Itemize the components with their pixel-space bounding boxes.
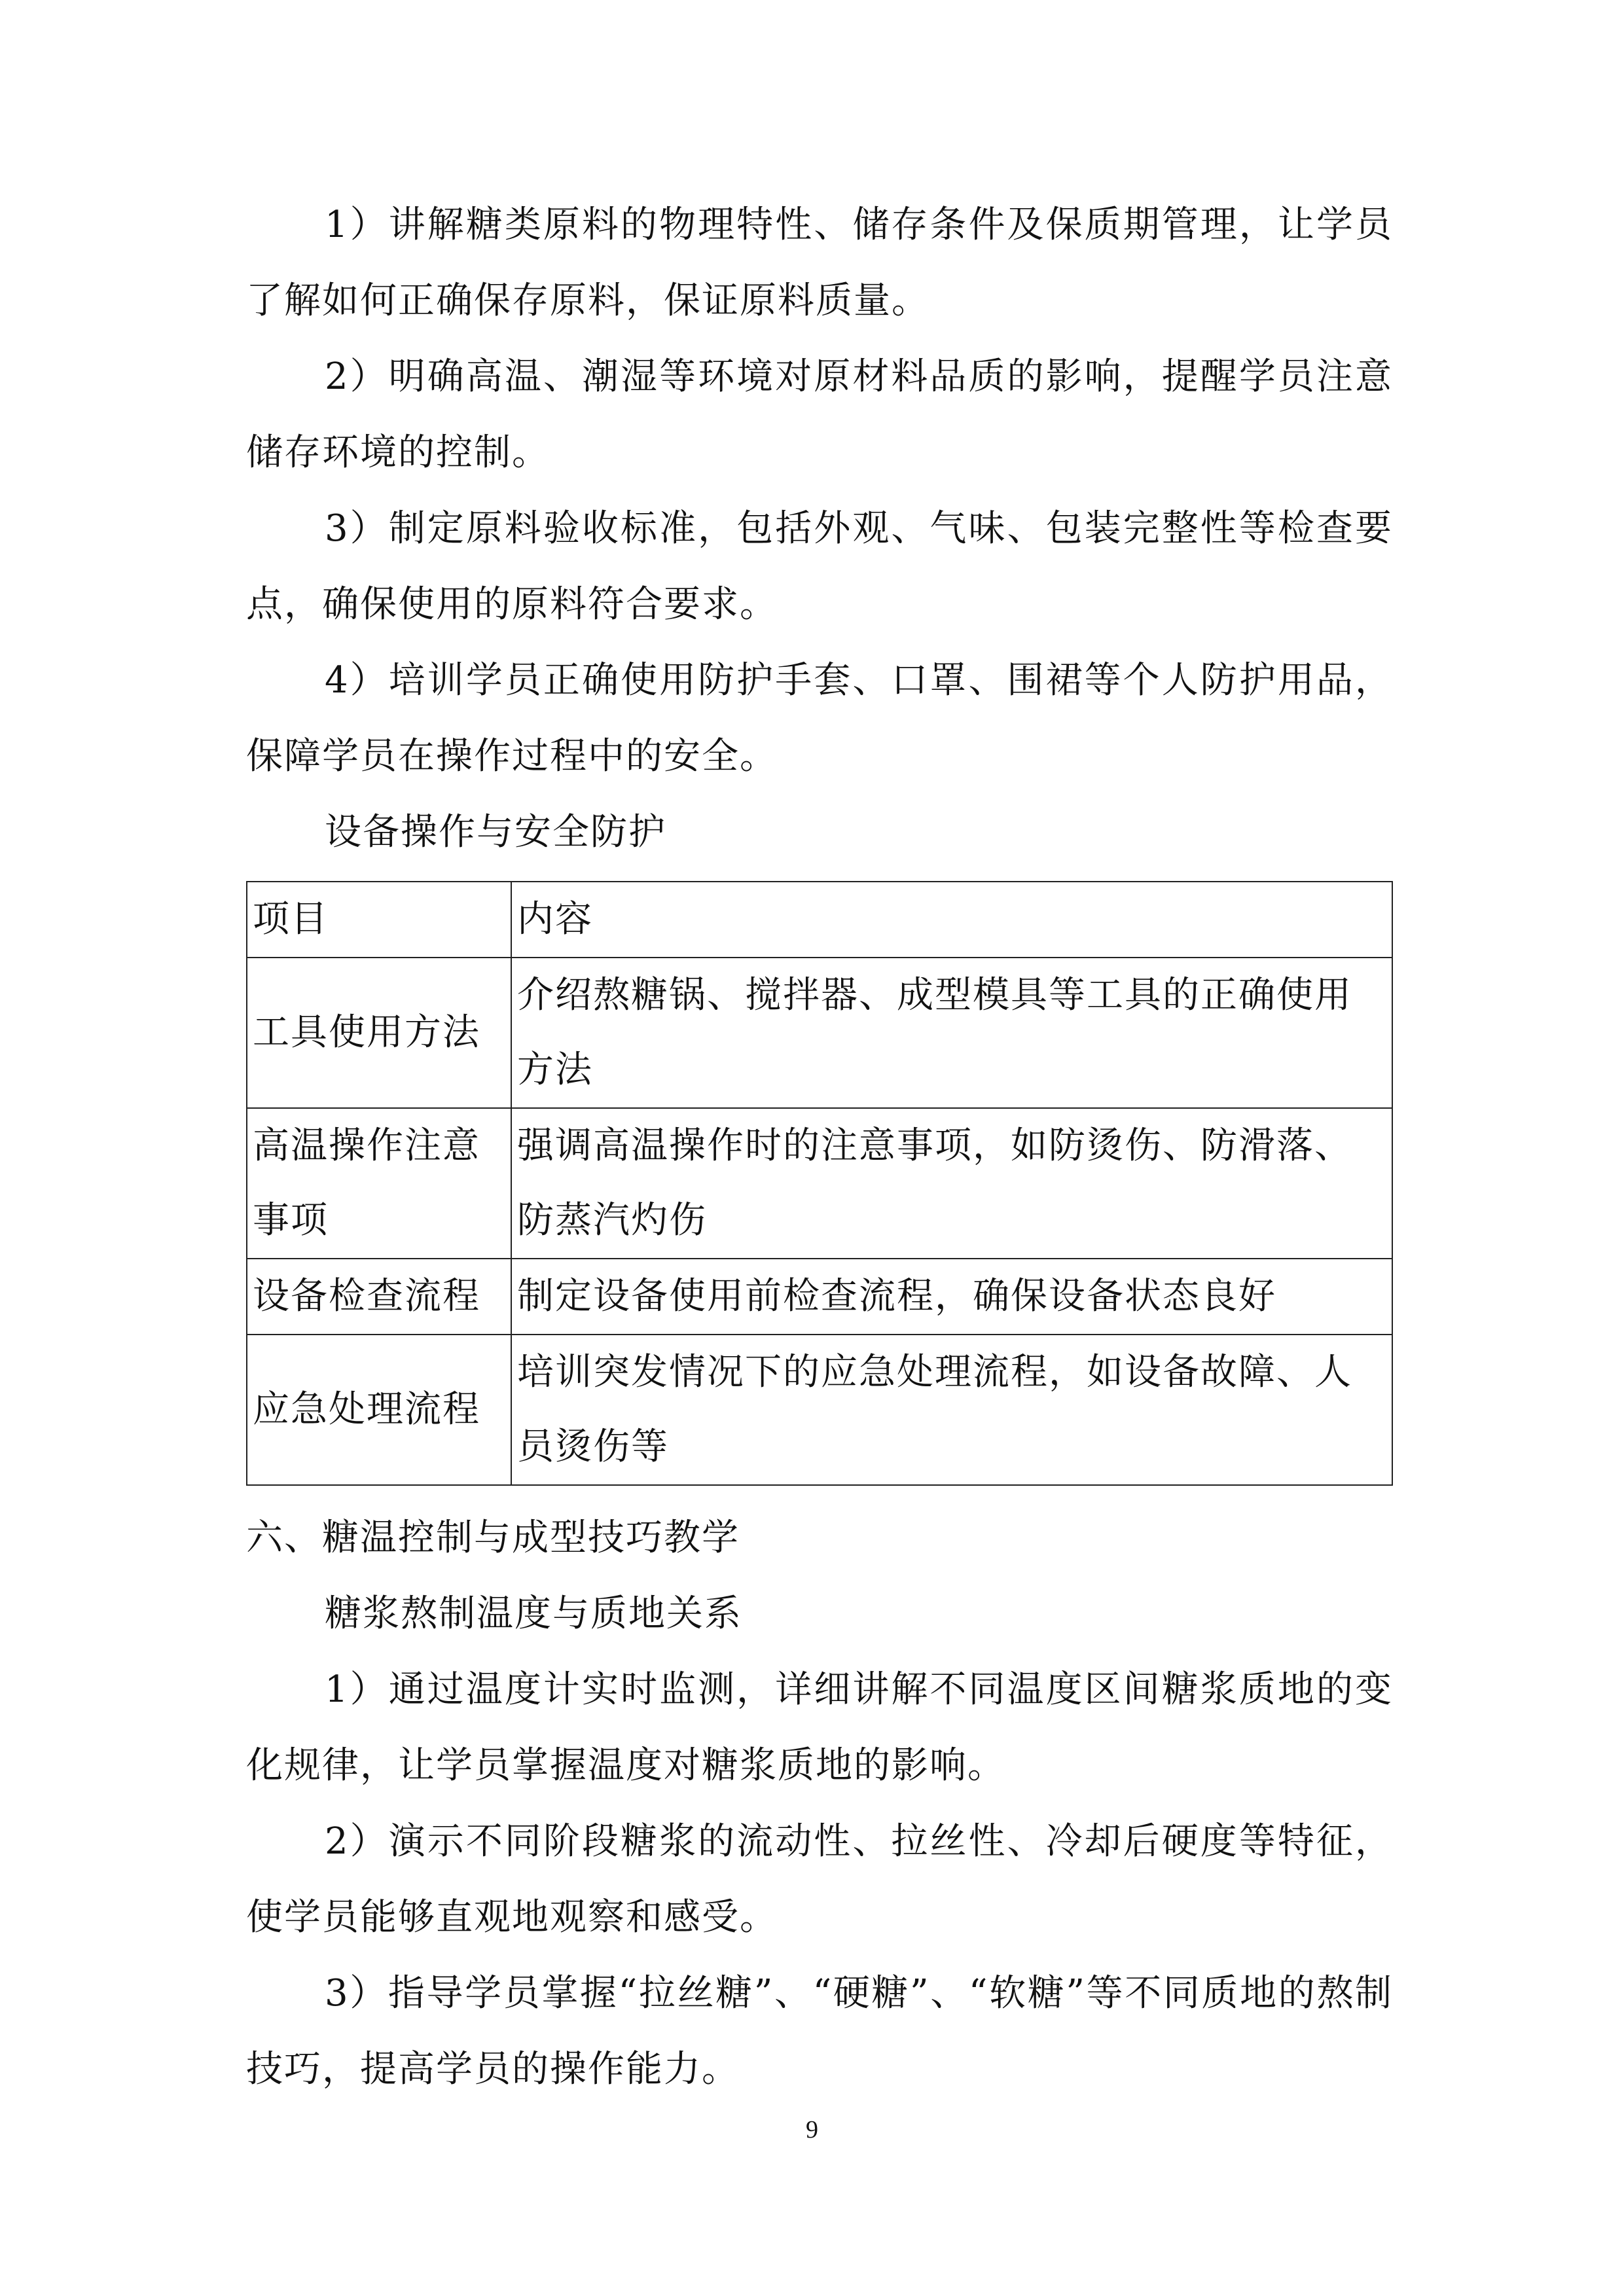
paragraph-syrup-demonstration: 2）演示不同阶段糖浆的流动性、拉丝性、冷却后硬度等特征，使学员能够直观地观察和感受。: [246, 1820, 1393, 1939]
table-cell-item: 应急处理流程: [247, 1335, 511, 1485]
paragraph-protective-equipment: 4）培训学员正确使用防护手套、口罩、围裙等个人防护用品，保障学员在操作过程中的安全。: [246, 659, 1393, 778]
table-cell-content: 制定设备使用前检查流程，确保设备状态良好: [511, 1259, 1392, 1335]
section-heading: 六、糖温控制与成型技巧教学: [246, 1516, 740, 1559]
subsection-heading: 糖浆熬制温度与质地关系: [325, 1592, 742, 1635]
table-cell-item: 高温操作注意事项: [247, 1108, 511, 1259]
table-row: [247, 1335, 1392, 1485]
table-cell-content: 培训突发情况下的应急处理流程，如设备故障、人员烫伤等: [511, 1335, 1392, 1485]
table-caption: 设备操作与安全防护: [325, 811, 666, 853]
table-row: [247, 1108, 1392, 1259]
table-cell-content: 强调高温操作时的注意事项，如防烫伤、防滑落、防蒸汽灼伤: [511, 1108, 1392, 1259]
table-header-item: 项目: [247, 882, 511, 958]
table-header-row: [247, 882, 1392, 958]
table-cell-item: 设备检查流程: [247, 1259, 511, 1335]
paragraph-environment-impact: 2）明确高温、潮湿等环境对原材料品质的影响，提醒学员注意储存环境的控制。: [246, 355, 1393, 474]
paragraph-texture-techniques: 3）指导学员掌握“拉丝糖”、“硬糖”、“软糖”等不同质地的熬制技巧，提高学员的操作能力。: [246, 1972, 1393, 2090]
table-cell-item: 工具使用方法: [247, 958, 511, 1108]
page-number: 9: [806, 2116, 818, 2144]
equipment-safety-table: [246, 881, 1393, 1486]
paragraph-storage-properties: 1）讲解糖类原料的物理特性、储存条件及保质期管理，让学员了解如何正确保存原料，保证原料质量。: [246, 204, 1393, 322]
table-cell-content: 介绍熬糖锅、搅拌器、成型模具等工具的正确使用方法: [511, 958, 1392, 1108]
table-row: [247, 958, 1392, 1108]
table-header-content: 内容: [511, 882, 1392, 958]
paragraph-temperature-monitoring: 1）通过温度计实时监测，详细讲解不同温度区间糖浆质地的变化规律，让学员掌握温度对糖浆质地的影响。: [246, 1668, 1393, 1787]
paragraph-acceptance-standards: 3）制定原料验收标准，包括外观、气味、包装完整性等检查要点，确保使用的原料符合要求。: [246, 507, 1393, 626]
table-row: [247, 1259, 1392, 1335]
page-body: [246, 187, 1393, 2108]
